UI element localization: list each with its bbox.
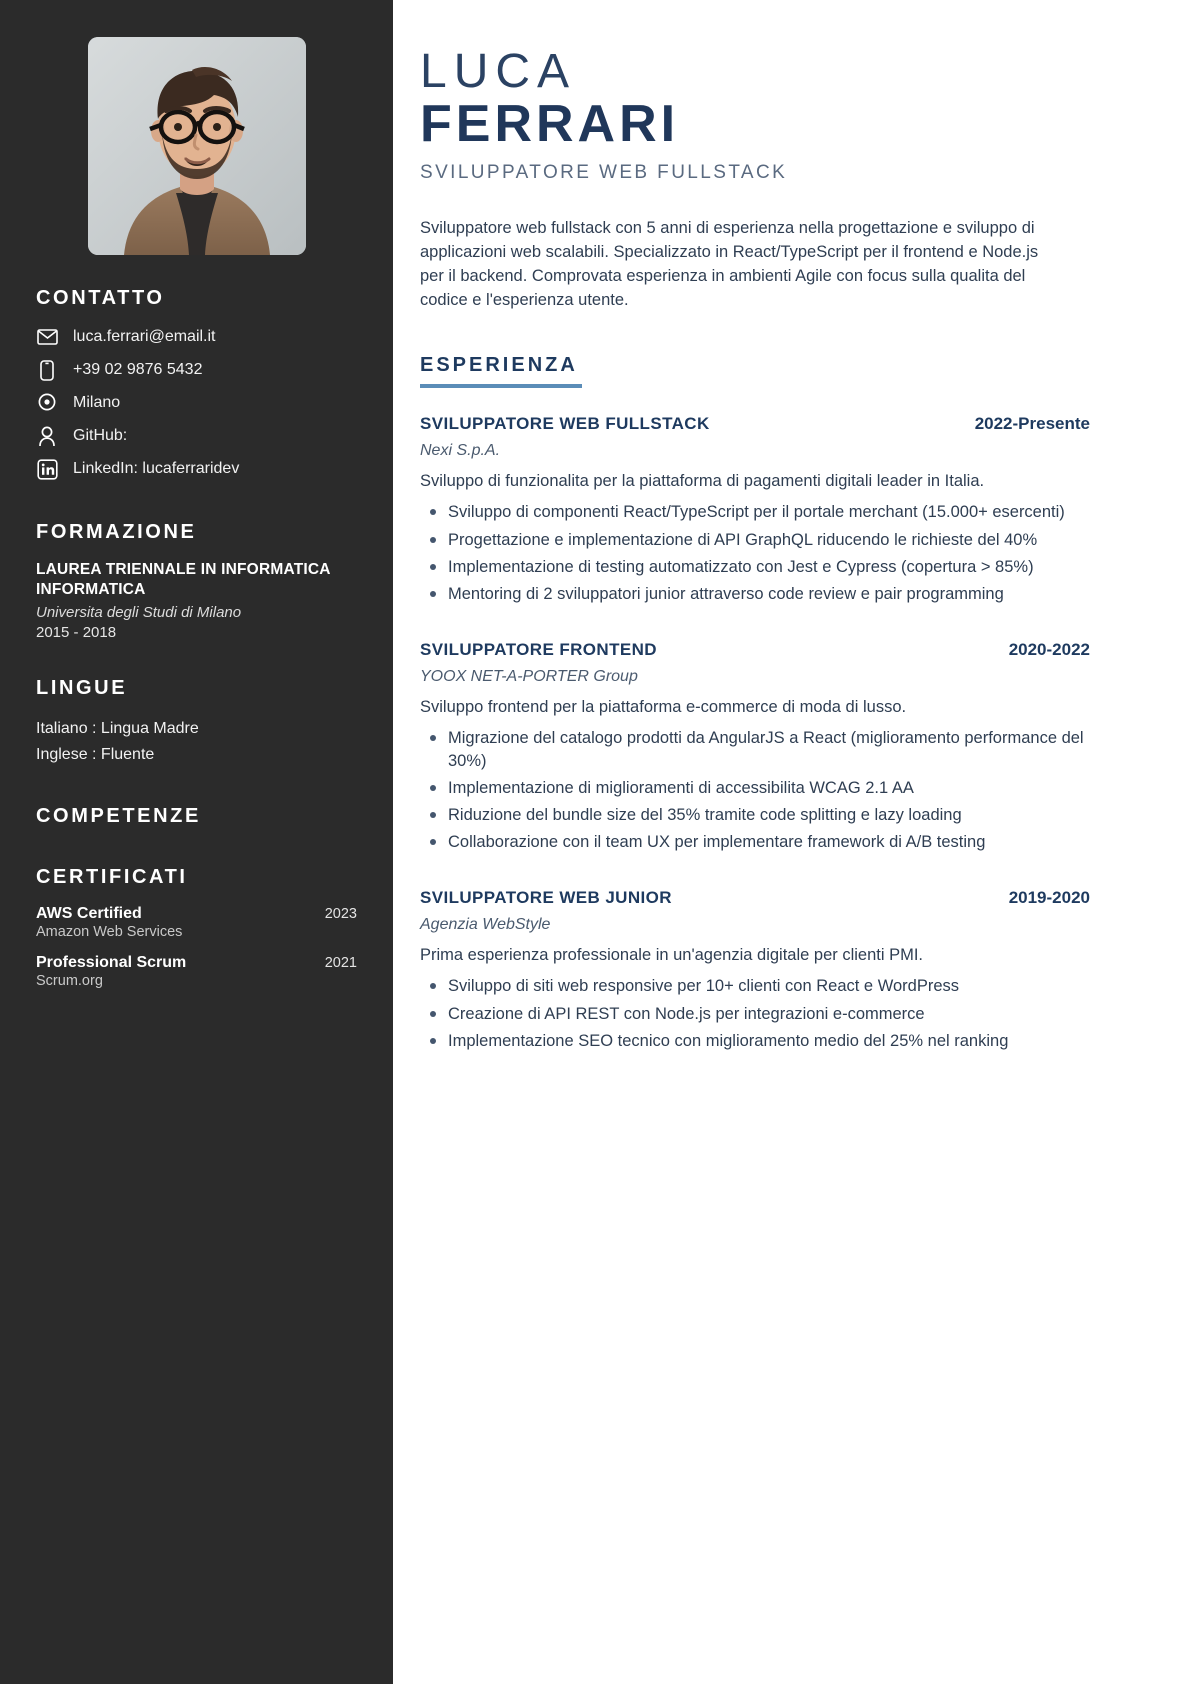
contact-section	[0, 287, 393, 480]
skills-heading: COMPETENZE	[36, 804, 201, 827]
certificate-org: Amazon Web Services	[36, 923, 183, 940]
contact-value: GitHub:	[73, 427, 128, 444]
bullet-item: Implementazione di miglioramenti di accessibilita WCAG 2.1 AA	[424, 777, 1090, 800]
education-degree: LAUREA TRIENNALE IN INFORMATICA INFORMATICA	[36, 561, 331, 599]
contact-heading: CONTATTO	[36, 287, 165, 309]
education-school: Universita degli Studi di Milano	[36, 603, 242, 621]
certificates-heading: CERTIFICATI	[36, 865, 188, 888]
languages-heading: LINGUE	[36, 676, 128, 699]
last-name: FERRARI	[420, 94, 680, 153]
name-block	[420, 46, 1090, 184]
skills-section	[0, 805, 393, 828]
experience-header	[420, 414, 1090, 434]
main-content	[393, 0, 1190, 1684]
education-item	[36, 560, 357, 641]
experience-role: SVILUPPATORE WEB JUNIOR	[420, 888, 672, 908]
education-heading: FORMAZIONE	[36, 521, 197, 543]
experience-item	[420, 640, 1090, 855]
languages-section	[0, 677, 393, 769]
experience-bullets	[424, 501, 1090, 605]
contact-item-location[interactable]	[36, 392, 357, 414]
experience-description: Sviluppo frontend per la piattaforma e-commerce di moda di lusso.	[420, 697, 907, 716]
bullet-item: Progettazione e implementazione di API GraphQL riducendo le richieste del 40%	[424, 529, 1090, 552]
certificate-name: Professional Scrum	[36, 953, 187, 971]
certificates-section	[0, 866, 393, 989]
experience-header	[420, 640, 1090, 660]
education-section	[0, 521, 393, 641]
certificate-org: Scrum.org	[36, 972, 103, 989]
contact-item-linkedin[interactable]	[36, 458, 357, 480]
experience-company: YOOX NET-A-PORTER Group	[420, 667, 638, 685]
bullet-item: Sviluppo di siti web responsive per 10+ clienti con React e WordPress	[424, 975, 1090, 998]
spacer	[0, 491, 393, 521]
experience-role: SVILUPPATORE FRONTEND	[420, 639, 657, 659]
contact-item-email[interactable]	[36, 326, 357, 348]
bullet-item: Implementazione di testing automatizzato con Jest e Cypress (copertura > 85%)	[424, 556, 1090, 579]
contact-item-github[interactable]	[36, 425, 357, 447]
contact-value: +39 02 9876 5432	[73, 361, 203, 378]
education-years: 2015 - 2018	[36, 623, 117, 641]
certificate-year: 2023	[324, 905, 357, 922]
profile-photo-wrapper	[0, 37, 393, 255]
experience-company: Nexi S.p.A.	[420, 442, 501, 460]
profile-summary: Sviluppatore web fullstack con 5 anni di esperienza nella progettazione e sviluppo di applicazioni web scalabili. Specializzato in React/TypeScript per il frontend e Node.js per il backend. Comprovata esperienza in ambienti Agile con focus sulla qualita del codice e l'esperienza utente.	[420, 219, 1039, 310]
certificate-name: AWS Certified	[36, 904, 142, 922]
language-item: Inglese : Fluente	[36, 746, 155, 764]
experience-company: Agenzia WebStyle	[420, 916, 551, 934]
experience-role: SVILUPPATORE WEB FULLSTACK	[420, 414, 710, 434]
language-item: Italiano : Lingua Madre	[36, 719, 199, 737]
experience-bullets	[424, 727, 1090, 854]
experience-bullets	[424, 975, 1090, 1052]
experience-section-heading	[420, 354, 582, 388]
certificate-year: 2021	[324, 954, 357, 971]
profile-photo	[88, 37, 306, 255]
bullet-item: Migrazione del catalogo prodotti da AngularJS a React (miglioramento performance del 30%)	[424, 727, 1090, 773]
experience-description: Sviluppo di funzionalita per la piattaforma di pagamenti digitali leader in Italia.	[420, 472, 985, 491]
location-pin-icon	[36, 392, 58, 414]
bullet-item: Riduzione del bundle size del 35% tramite code splitting e lazy loading	[424, 804, 1090, 827]
envelope-icon	[36, 326, 58, 348]
heading-underline	[420, 384, 582, 388]
bullet-item: Sviluppo di componenti React/TypeScript per il portale merchant (15.000+ esercenti)	[424, 501, 1090, 524]
spacer	[0, 769, 393, 805]
experience-item	[420, 414, 1090, 605]
experience-dates: 2019-2020	[1008, 888, 1090, 908]
bullet-item: Collaborazione con il team UX per implementare framework di A/B testing	[424, 831, 1090, 854]
person-icon	[36, 425, 58, 447]
linkedin-icon	[36, 458, 58, 480]
bullet-item: Mentoring di 2 sviluppatori junior attraverso code review e pair programming	[424, 583, 1090, 606]
phone-icon	[36, 359, 58, 381]
experience-dates: 2022-Presente	[974, 414, 1090, 434]
certificate-header	[36, 954, 357, 972]
contact-item-phone[interactable]	[36, 359, 357, 381]
spacer	[0, 844, 393, 866]
experience-item	[420, 888, 1090, 1052]
experience-header	[420, 888, 1090, 908]
certificate-header	[36, 905, 357, 923]
certificate-item	[36, 905, 357, 940]
bullet-item: Implementazione SEO tecnico con miglioramento medio del 25% nel ranking	[424, 1030, 1090, 1053]
contact-list	[36, 326, 357, 480]
first-name: LUCA	[420, 45, 577, 98]
sidebar	[0, 0, 393, 1684]
experience-dates: 2020-2022	[1008, 639, 1090, 659]
spacer	[0, 641, 393, 677]
bullet-item: Creazione di API REST con Node.js per integrazioni e-commerce	[424, 1003, 1090, 1026]
contact-value: luca.ferrari@email.it	[73, 328, 216, 345]
certificate-item	[36, 954, 357, 989]
contact-value: LinkedIn: lucaferraridev	[73, 460, 240, 477]
experience-description: Prima esperienza professionale in un'agenzia digitale per clienti PMI.	[420, 946, 924, 965]
contact-value: Milano	[73, 394, 121, 411]
job-title: SVILUPPATORE WEB FULLSTACK	[420, 162, 788, 184]
experience-heading-text: ESPERIENZA	[420, 354, 578, 377]
